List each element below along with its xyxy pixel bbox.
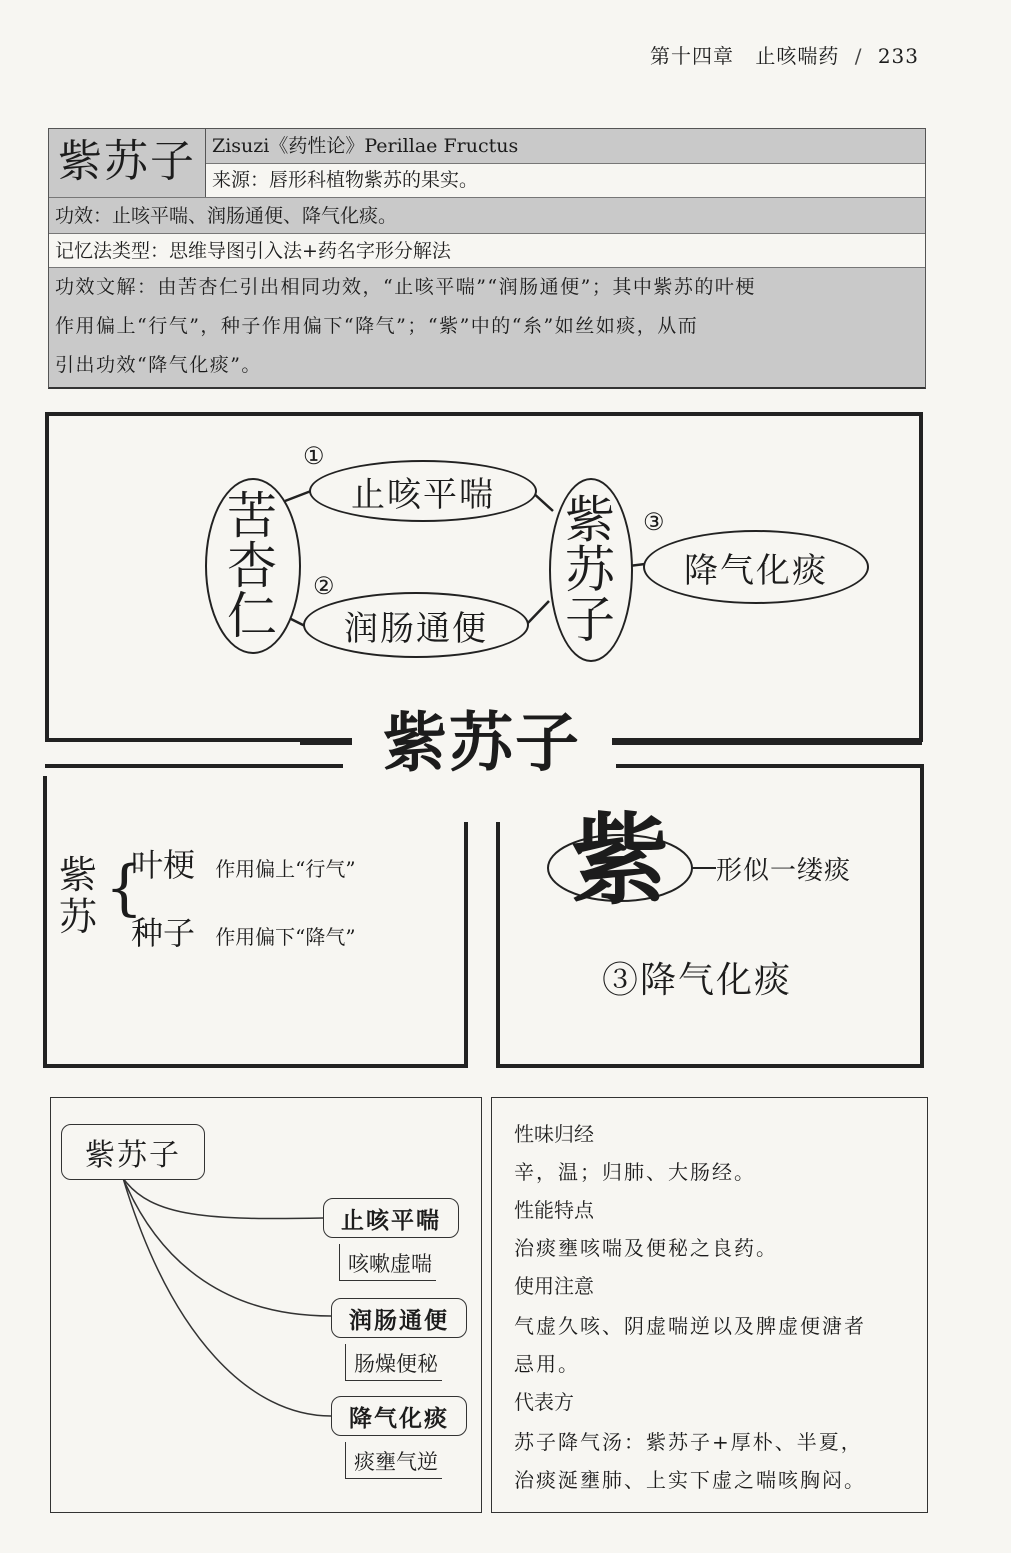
tree-leaf-phlegm: 痰壅气逆 <box>345 1442 442 1479</box>
branch-name: 种子 <box>131 914 196 952</box>
tree-node-intestine: 润肠通便 <box>331 1298 467 1338</box>
props-body-features: 治痰壅咳喘及便秘之良药。 <box>514 1236 778 1260</box>
props-body-formula: 苏子降气汤：紫苏子+厚朴、半夏， <box>514 1430 863 1454</box>
node-char: 杏 <box>227 537 279 595</box>
leaf-seed-panel <box>43 762 468 1068</box>
props-body-nature: 辛，温；归肺、大肠经。 <box>514 1160 756 1184</box>
node-char: 紫 <box>565 491 617 549</box>
tree-node-cough: 止咳平喘 <box>323 1198 459 1238</box>
explanation-row <box>49 268 925 387</box>
explanation-line: 功效文解：由苦杏仁引出相同功效，“止咳平喘”“润肠通便”；其中紫苏的叶梗 <box>55 276 756 298</box>
title-row <box>49 129 925 198</box>
root-char: 苏 <box>59 895 98 939</box>
tree-leaf-cough: 咳嗽虚喘 <box>339 1244 436 1281</box>
chapter-label: 第十四章 <box>649 44 734 68</box>
branch-name: 叶梗 <box>131 846 196 884</box>
node-char: 子 <box>565 591 617 649</box>
info-table <box>48 128 926 389</box>
explanation-line: 引出功效“降气化痰”。 <box>55 354 262 376</box>
properties-box <box>491 1097 928 1513</box>
props-heading-caution: 使用注意 <box>514 1274 594 1298</box>
glyph-panel <box>496 762 924 1068</box>
drug-name: 紫苏子 <box>49 129 206 197</box>
number-1: ① <box>303 442 325 470</box>
efficacy-row: 功效：止咳平喘、润肠通便、降气化痰。 <box>49 198 925 234</box>
function-tree <box>50 1097 482 1513</box>
branch-desc: 作用偏下“降气” <box>215 925 356 949</box>
number-3: ③ <box>643 508 665 536</box>
props-heading-nature: 性味归经 <box>514 1122 594 1146</box>
node-phlegm: 降气化痰 <box>643 530 869 604</box>
tree-root: 紫苏子 <box>61 1124 205 1180</box>
node-char: 苏 <box>565 541 617 599</box>
tree-leaf-intestine: 肠燥便秘 <box>345 1344 442 1381</box>
running-header <box>650 40 919 69</box>
props-body-formula-2: 治痰涎壅肺、上实下虚之喘咳胸闷。 <box>514 1468 866 1492</box>
tree-node-phlegm: 降气化痰 <box>331 1396 467 1436</box>
node-zisuzi <box>549 478 633 662</box>
props-heading-formula: 代表方 <box>514 1390 574 1414</box>
title-rule-left <box>300 742 352 745</box>
source-line: 来源：唇形科植物紫苏的果实。 <box>206 164 925 197</box>
node-cough-asthma: 止咳平喘 <box>309 460 537 522</box>
props-body-caution: 气虚久咳、阴虚喘逆以及脾虚便溏者 <box>514 1314 866 1338</box>
brace-symbol: { <box>105 853 144 923</box>
panel-frame <box>496 762 924 1068</box>
explanation-line: 作用偏上“行气”，种子作用偏下“降气”；“紫”中的“糸”如丝如痰，从而 <box>55 315 699 337</box>
branch-leaf-stem <box>131 840 356 886</box>
section-label: 止咳喘药 <box>755 44 840 68</box>
props-heading-features: 性能特点 <box>514 1198 594 1222</box>
title-details <box>206 129 925 197</box>
big-title-band <box>0 704 1011 784</box>
mindmap-diagram <box>45 412 923 742</box>
props-body-caution-2: 忌用。 <box>514 1352 580 1376</box>
root-char: 紫 <box>59 853 98 897</box>
branch-seed <box>131 908 356 954</box>
seal-glyph-zi: 紫 <box>570 804 669 918</box>
branch-desc: 作用偏上“行气” <box>215 857 356 881</box>
big-title: 紫苏子 <box>352 704 612 784</box>
number-2: ② <box>313 572 335 600</box>
glyph-note: 形似一缕痰 <box>716 856 852 886</box>
memory-type-row: 记忆法类型：思维导图引入法+药名字形分解法 <box>49 234 925 268</box>
node-intestine: 润肠通便 <box>303 592 529 658</box>
page-number: 233 <box>877 44 919 68</box>
glyph-result: ③降气化痰 <box>602 960 793 1001</box>
root-zisu <box>59 854 97 938</box>
title-rule-right <box>612 742 922 745</box>
header-separator: / <box>854 44 863 68</box>
node-char: 苦 <box>227 487 279 545</box>
node-kuxingren <box>205 478 301 654</box>
node-char: 仁 <box>227 587 279 645</box>
latin-name: Zisuzi《药性论》Perillae Fructus <box>206 129 925 164</box>
